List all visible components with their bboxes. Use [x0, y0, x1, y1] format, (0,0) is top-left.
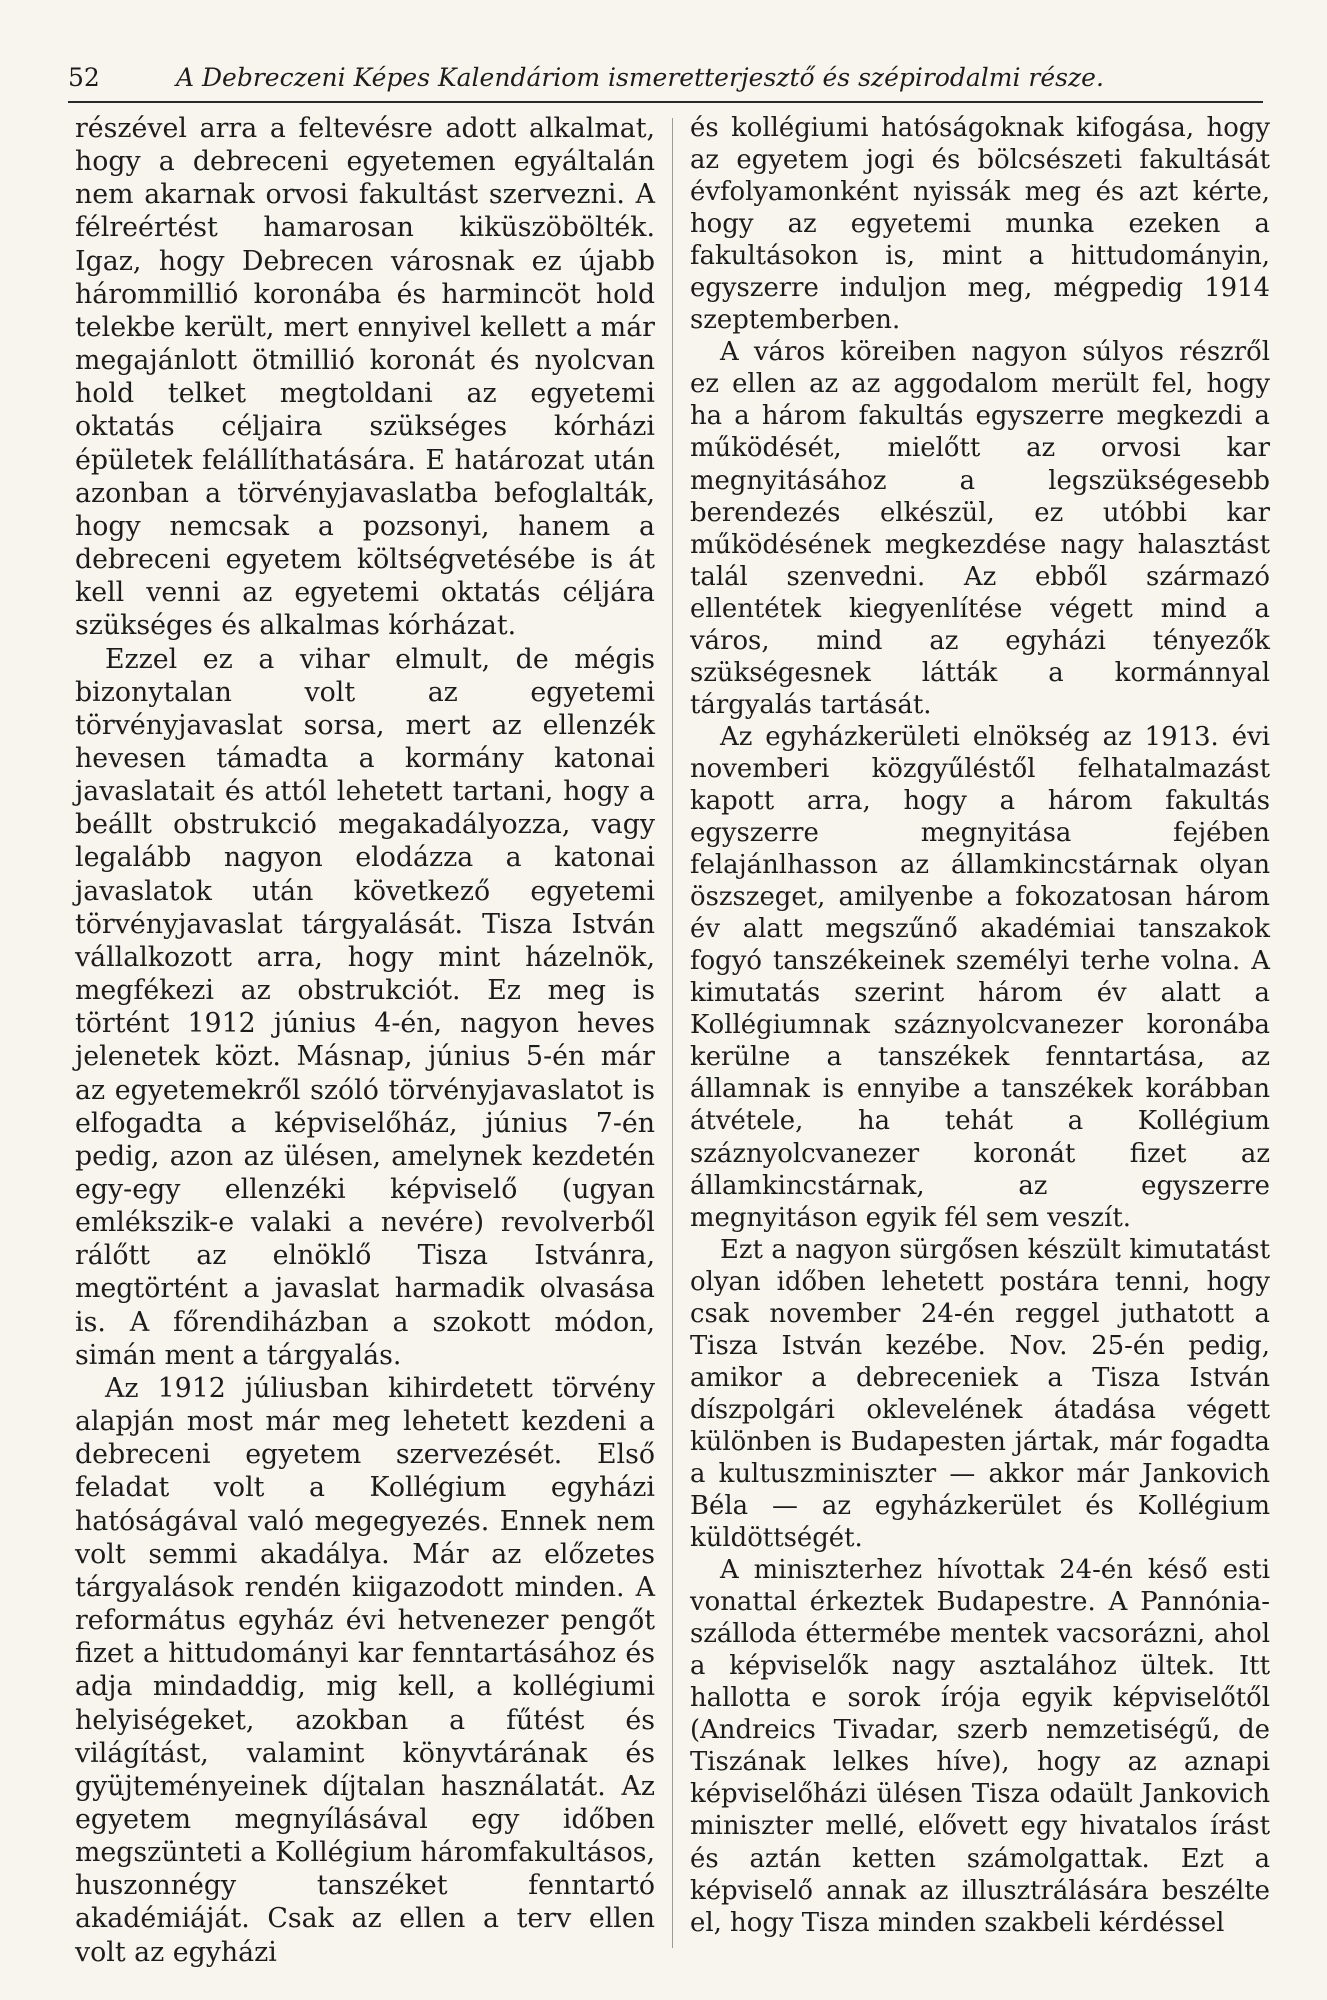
header-rule — [68, 101, 1263, 103]
paragraph: A város köreiben nagyon súlyos részről ez ellen az az aggodalom merült fel, hogy ha a három fakultás egyszerre megkezdi a működését, mielőtt az orvosi kar megnyitásához a legszükségesebb berendezés elkészül, ez utóbbi kar működésének megkezdése nagy halasztást talál szenvedni. Az ebből származó ellentétek kiegyenlítése végett mind a város, mind az egyházi tényezők szükségesnek látták a kormánnyal tárgyalás tartását. — [690, 337, 1270, 720]
page-header — [68, 58, 1258, 98]
paragraph: és kollégiumi hatóságoknak kifogása, hogy az egyetem jogi és bölcsészeti fakultását évfolyamonként nyissák meg és azt kérte, hogy az egyetemi munka ezeken a fakultásokon is, mint a hittudományin, egyszerre induljon meg, mégpedig 1914 szeptemberben. — [690, 113, 1270, 336]
paragraph: A miniszterhez hívottak 24-én késő esti vonattal érkeztek Budapestre. A Pannónia-szálloda éttermébe mentek vacsorázni, ahol a képviselők nagy asztalához ültek. Itt hallotta e sorok írója egyik képviselőtől (Andreics Tivadar, szerb nemzetiségű, de Tiszának lelkes híve), hogy az aznapi képviselőházi ülésen Tisza odaült Jankovich miniszter mellé, elővett egy hivatalos írást és aztán ketten számolgattak. Ezt a képviselő annak az illusztrálására beszélte el, hogy Tisza minden szakbeli kérdéssel — [690, 1555, 1270, 1938]
paragraph: Ezzel ez a vihar elmult, de mégis bizonytalan volt az egyetemi törvényjavaslat sorsa, mert az ellenzék hevesen támadta a kormány katonai javaslatait és attól lehetett tartani, hogy a beállt obstrukció megakadályozza, vagy legalább nagyon elodázza a katonai javaslatok után következő egyetemi törvényjavaslat tárgyalását. Tisza István vállalkozott arra, hogy mint házelnök, megfékezi az obstrukciót. Ez meg is történt 1912 június 4-én, nagyon heves jelenetek közt. Másnap, június 5-én már az egyetemekről szóló törvényjavaslatot is elfogadta a képviselőház, június 7-én pedig, azon az ülésen, amelynek kezdetén egy-egy ellenzéki képviselő (ugyan emlékszik-e valaki a nevére) revolverből rálőtt az elnöklő Tisza Istvánra, megtörtént a javaslat harmadik olvasása is. A főrendiházban a szokott módon, simán ment a tárgyalás. — [75, 643, 655, 1371]
page-number: 52 — [68, 63, 100, 92]
paragraph: Ezt a nagyon sürgősen készült kimutatást olyan időben lehetett postára tenni, hogy csak november 24-én reggel juthatott a Tisza István kezébe. Nov. 25-én pedig, amikor a debreceniek a Tisza István díszpolgári oklevelének átadása végett különben is Budapesten jártak, már fogadta a kultuszminiszter — akkor már Jankovich Béla — az egyházkerület és Kollégium küldöttségét. — [690, 1234, 1270, 1554]
column-divider — [672, 118, 673, 1948]
paragraph: Az egyházkerületi elnökség az 1913. évi novemberi közgyűléstől felhatalmazást kapott arra, hogy a három fakultás egyszerre megnyitása fejében felajánlhasson az államkincstárnak olyan öszszeget, amilyenbe a fokozatosan három év alatt megszűnő akadémiai tanszakok fogyó tanszékeinek személyi terhe volna. A kimutatás szerint három év alatt a Kollégiumnak száznyolcvanezer koronába kerülne a tanszékek fenntartása, az államnak is ennyibe a tanszékek korábban átvétele, ha tehát a Kollégium száznyolcvanezer koronát fizet az államkincstárnak, az egyszerre megnyitáson egyik fél sem veszít. — [690, 721, 1270, 1233]
left-column — [75, 112, 655, 1970]
running-title: A Debreczeni Képes Kalendáriom ismeretterjesztő és szépirodalmi része. — [176, 63, 1104, 92]
paragraph: részével arra a feltevésre adott alkalmat, hogy a debreceni egyetemen egyáltalán nem akarnak orvosi fakultást szervezni. A félreértést hamarosan kiküszöbölték. Igaz, hogy Debrecen városnak ez újabb hárommillió koronába és harmincöt hold telekbe került, mert ennyivel kellett a már megajánlott ötmillió koronát és nyolcvan hold telket megtoldani az egyetemi oktatás céljaira szükséges kórházi épületek felállíthatására. E határozat után azonban a törvényjavaslatba befoglalták, hogy nemcsak a pozsonyi, hanem a debreceni egyetem költségvetésébe is át kell venni az egyetemi oktatás céljára szükséges és alkalmas kórházat. — [75, 113, 655, 642]
right-column — [690, 112, 1270, 1970]
paragraph: Az 1912 júliusban kihirdetett törvény alapján most már meg lehetett kezdeni a debreceni egyetem szervezését. Első feladat volt a Kollégium egyházi hatóságával való megegyezés. Ennek nem volt semmi akadálya. Már az előzetes tárgyalások rendén kiigazodott minden. A református egyház évi hetvenezer pengőt fizet a hittudományi kar fenntartásához és adja mindaddig, mig kell, a kollégiumi helyiségeket, azokban a fűtést és világítást, valamint könyvtárának és gyüjteményeinek díjtalan használatát. Az egyetem megnyílásával egy időben megszünteti a Kollégium háromfakultásos, huszonnégy tanszéket fenntartó akadémiáját. Csak az ellen a terv ellen volt az egyházi — [75, 1372, 655, 1968]
